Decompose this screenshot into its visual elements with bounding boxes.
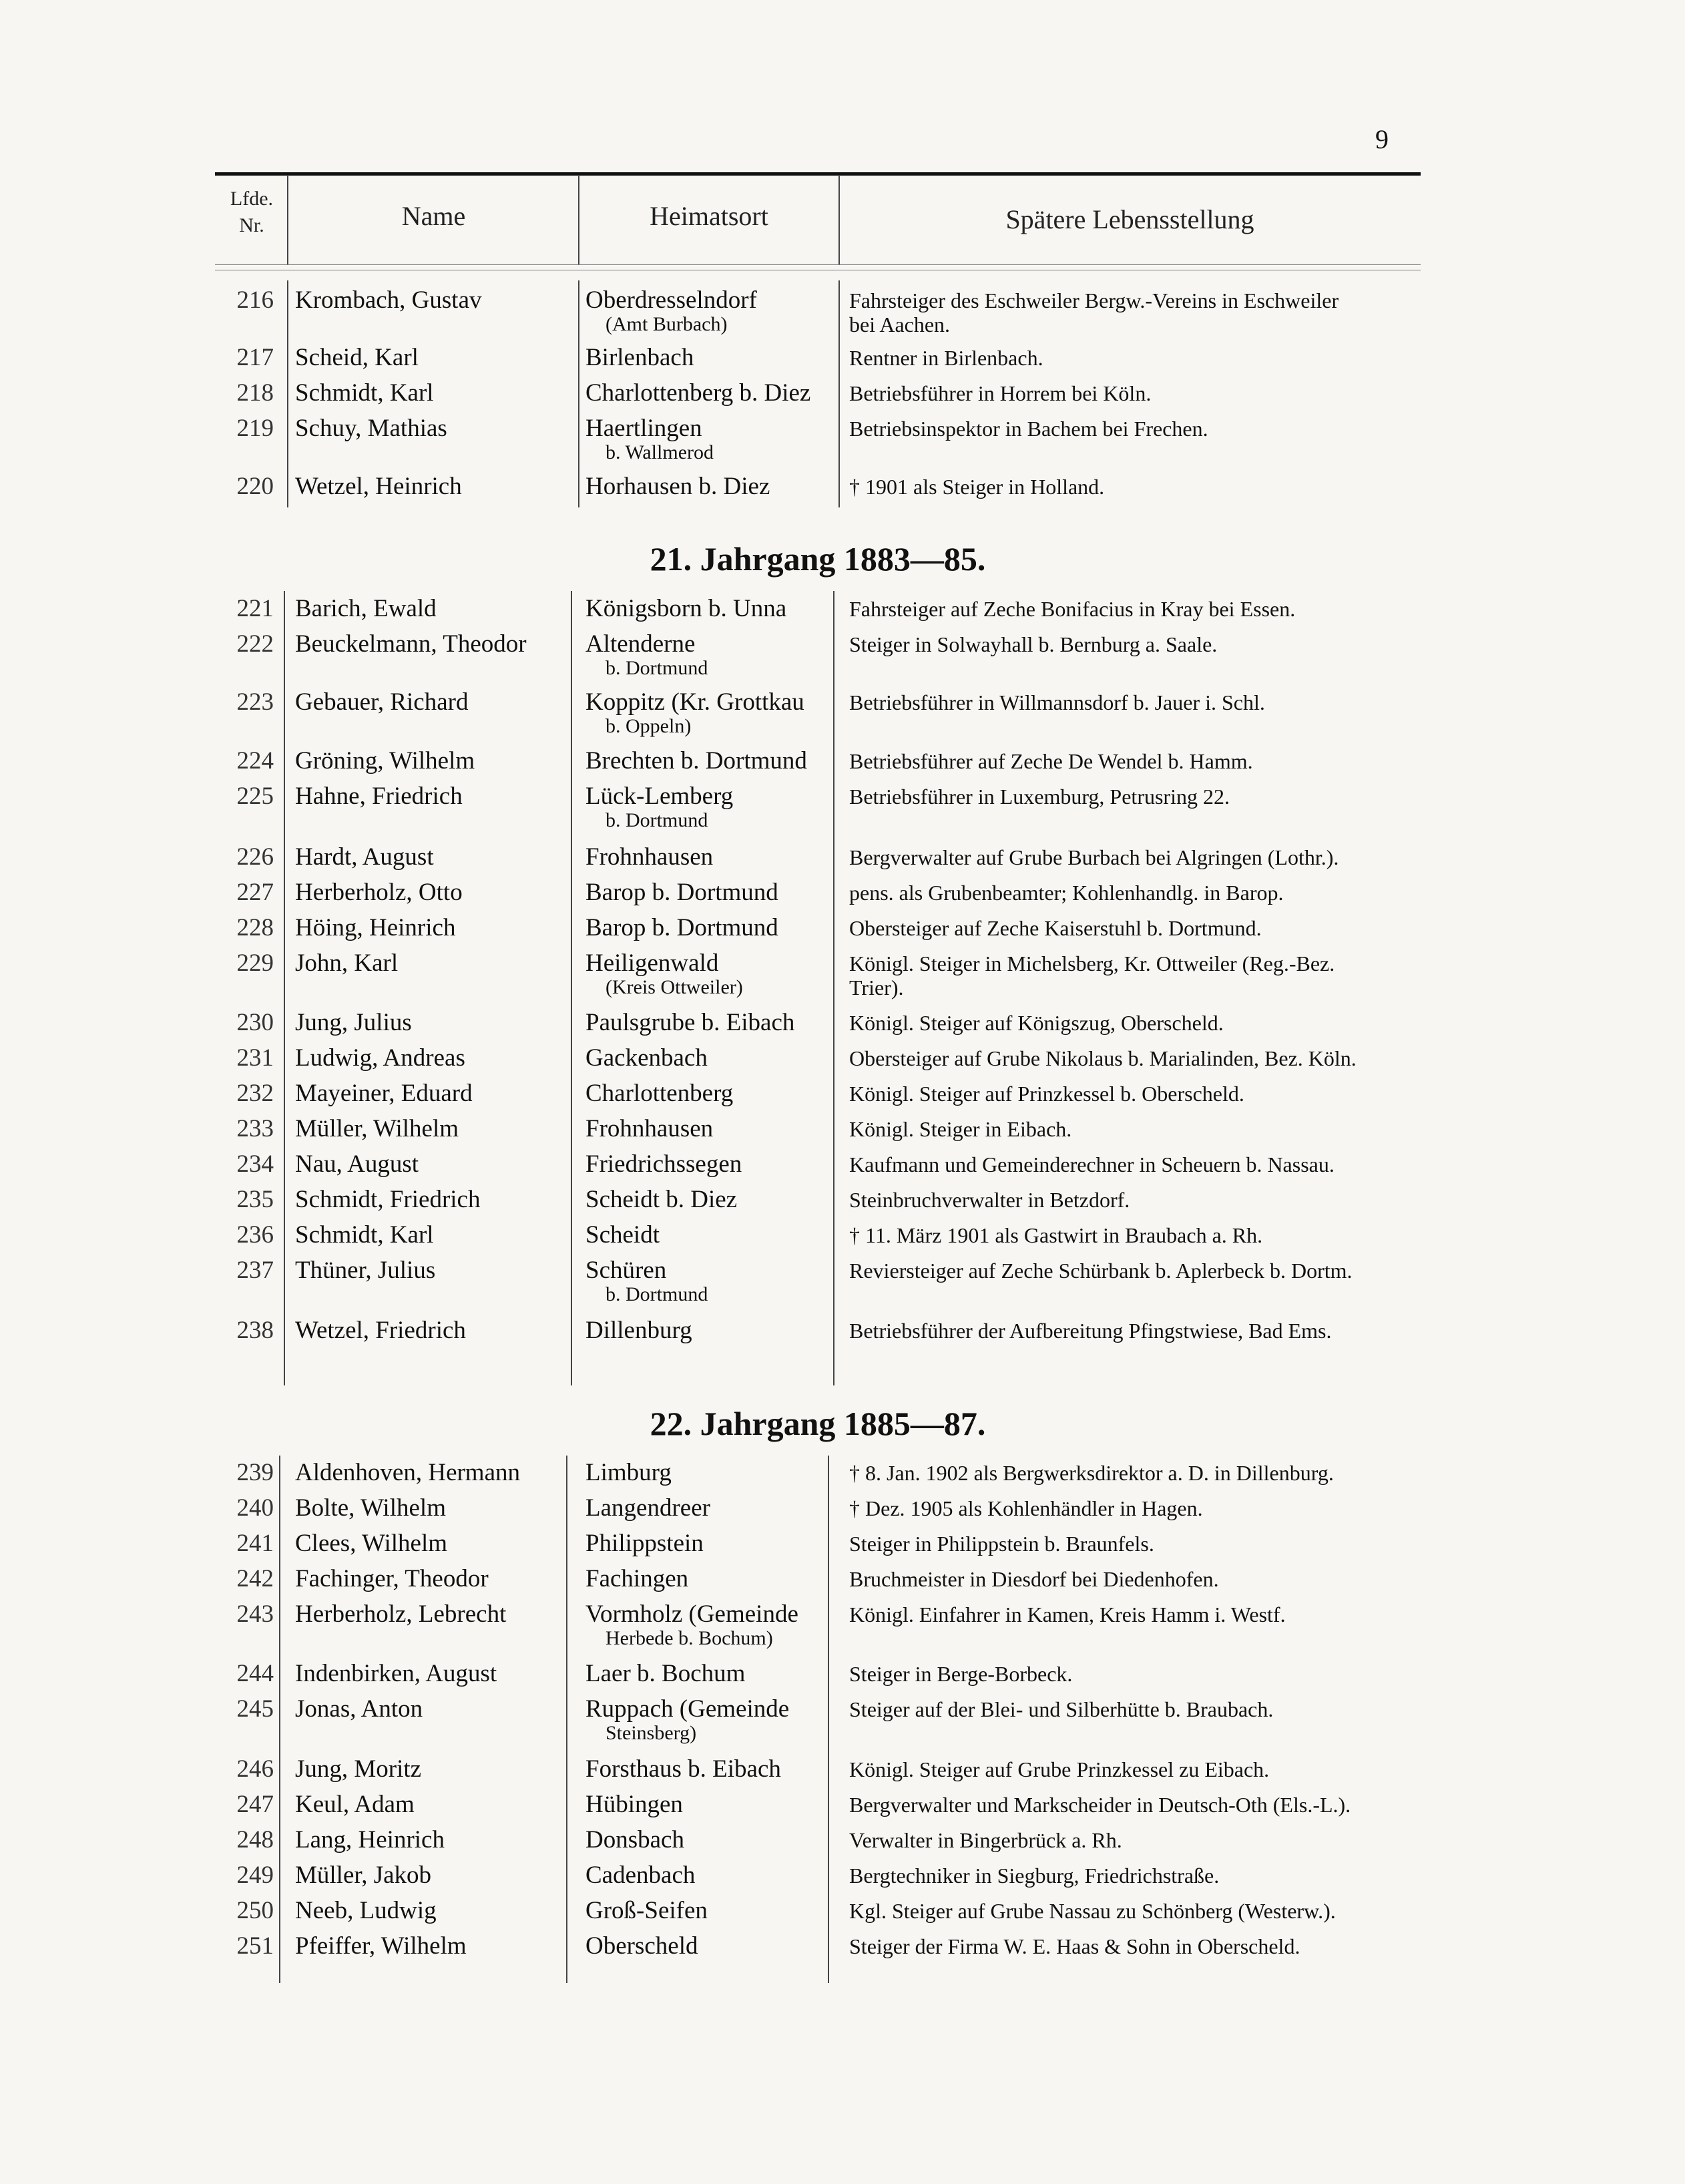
table-row — [215, 1494, 1421, 1534]
row-lebensstellung: Steiger in Philippstein b. Braunfels. — [849, 1532, 1154, 1556]
row-name: Neeb, Ludwig — [295, 1897, 437, 1924]
row-heimatsort: Paulsgrube b. Eibach — [585, 1009, 795, 1036]
row-heimatsort: Koppitz (Kr. Grottkau — [585, 688, 804, 716]
row-heimatsort: Frohnhausen — [585, 1115, 714, 1142]
row-heimatsort: Philippstein — [585, 1530, 704, 1557]
table-row — [215, 472, 1421, 512]
header-lfde-line1: Lfde. — [230, 188, 274, 210]
row-number: 235 — [236, 1186, 274, 1213]
column-divider — [287, 175, 288, 264]
row-lebensstellung: Bergverwalter auf Grube Burbach bei Algringen (Lothr.). — [849, 845, 1339, 869]
row-number: 245 — [236, 1695, 274, 1723]
table-row — [215, 688, 1421, 737]
row-name: Krombach, Gustav — [295, 286, 482, 314]
table-row — [215, 1150, 1421, 1190]
row-number: 227 — [236, 879, 274, 906]
row-name: Hahne, Friedrich — [295, 783, 463, 810]
table-row — [215, 1790, 1421, 1830]
row-heimatsort-line2: (Amt Burbach) — [606, 313, 728, 335]
header-lebensstellung: Spätere Lebensstellung — [1005, 204, 1254, 234]
row-heimatsort: Hübingen — [585, 1791, 683, 1818]
table-row — [215, 594, 1421, 634]
row-name: Nau, August — [295, 1150, 419, 1178]
row-number: 226 — [236, 843, 274, 871]
row-lebensstellung: Bruchmeister in Diesdorf bei Diedenhofen. — [849, 1567, 1219, 1591]
table-row — [215, 949, 1421, 1000]
column-divider — [578, 175, 579, 264]
row-number: 231 — [236, 1044, 274, 1072]
row-name: Barich, Ewald — [295, 595, 437, 622]
row-name: Bolte, Wilhelm — [295, 1494, 446, 1522]
row-name: Lang, Heinrich — [295, 1826, 445, 1853]
row-number: 220 — [236, 473, 274, 500]
table-row — [215, 1458, 1421, 1498]
row-heimatsort: Gackenbach — [585, 1044, 708, 1072]
row-lebensstellung-line2: bei Aachen. — [849, 312, 951, 337]
row-lebensstellung: Bergtechniker in Siegburg, Friedrichstraße. — [849, 1864, 1220, 1888]
table-row — [215, 1932, 1421, 1972]
table-row — [215, 746, 1421, 787]
row-heimatsort-line2: Herbede b. Bochum) — [606, 1627, 773, 1649]
row-heimatsort: Heiligenwald — [585, 949, 719, 977]
row-number: 229 — [236, 949, 274, 977]
row-lebensstellung: Bergverwalter und Markscheider in Deutsch-Oth (Els.-L.). — [849, 1793, 1351, 1817]
row-heimatsort: Forsthaus b. Eibach — [585, 1755, 781, 1783]
row-heimatsort-line2: Steinsberg) — [606, 1722, 697, 1744]
header-name: Name — [401, 201, 466, 231]
header-heimatsort: Heimatsort — [650, 201, 768, 231]
row-name: Schuy, Mathias — [295, 415, 447, 442]
row-number: 249 — [236, 1862, 274, 1889]
row-number: 234 — [236, 1150, 274, 1178]
row-name: Schmidt, Karl — [295, 1221, 434, 1249]
row-lebensstellung-line2: Trier). — [849, 975, 904, 1000]
row-lebensstellung: Betriebsführer in Horrem bei Köln. — [849, 381, 1152, 405]
row-number: 250 — [236, 1897, 274, 1924]
row-lebensstellung: Königl. Steiger auf Grube Prinzkessel zu Eibach. — [849, 1757, 1270, 1781]
row-number: 221 — [236, 595, 274, 622]
row-lebensstellung: Betriebsinspektor in Bachem bei Frechen. — [849, 417, 1208, 441]
row-lebensstellung: Betriebsführer der Aufbereitung Pfingstwiese, Bad Ems. — [849, 1319, 1332, 1343]
table-row — [215, 1079, 1421, 1119]
table-row — [215, 1755, 1421, 1795]
row-lebensstellung: Steinbruchverwalter in Betzdorf. — [849, 1188, 1130, 1212]
table-row — [215, 1861, 1421, 1901]
row-lebensstellung: Königl. Steiger auf Prinzkessel b. Oberscheld. — [849, 1082, 1244, 1106]
row-lebensstellung: Fahrsteiger des Eschweiler Bergw.-Vereins in Eschweiler — [849, 288, 1339, 312]
row-heimatsort: Scheidt — [585, 1221, 660, 1249]
row-lebensstellung: pens. als Grubenbeamter; Kohlenhandlg. in Barop. — [849, 881, 1284, 905]
row-name: Ludwig, Andreas — [295, 1044, 465, 1072]
row-lebensstellung: Kgl. Steiger auf Grube Nassau zu Schönberg (Westerw.). — [849, 1899, 1336, 1923]
row-heimatsort: Horhausen b. Diez — [585, 473, 770, 500]
table-row — [215, 343, 1421, 383]
row-heimatsort-line2: b. Dortmund — [606, 657, 708, 679]
row-heimatsort-line2: b. Oppeln) — [606, 715, 692, 737]
table-row — [215, 1256, 1421, 1305]
row-number: 228 — [236, 914, 274, 941]
row-heimatsort-line2: b. Dortmund — [606, 1283, 708, 1305]
row-lebensstellung: Steiger in Solwayhall b. Bernburg a. Saale. — [849, 632, 1218, 656]
row-number: 232 — [236, 1080, 274, 1107]
row-lebensstellung: † Dez. 1905 als Kohlenhändler in Hagen. — [849, 1496, 1203, 1520]
row-lebensstellung: Königl. Einfahrer in Kamen, Kreis Hamm i. Westf. — [849, 1602, 1286, 1626]
row-heimatsort: Lück-Lemberg — [585, 783, 734, 810]
row-heimatsort: Birlenbach — [585, 344, 694, 371]
row-heimatsort: Langendreer — [585, 1494, 710, 1522]
row-name: Indenbirken, August — [295, 1660, 497, 1687]
header-lfde-line2: Nr. — [239, 214, 264, 236]
row-lebensstellung: Betriebsführer in Willmannsdorf b. Jauer i. Schl. — [849, 690, 1265, 714]
row-number: 230 — [236, 1009, 274, 1036]
row-heimatsort: Vormholz (Gemeinde — [585, 1600, 798, 1628]
row-lebensstellung: Königl. Steiger in Michelsberg, Kr. Ottweiler (Reg.-Bez. — [849, 951, 1335, 975]
row-lebensstellung: Steiger der Firma W. E. Haas & Sohn in Oberscheld. — [849, 1934, 1300, 1958]
table-row — [215, 1659, 1421, 1699]
row-heimatsort: Donsbach — [585, 1826, 684, 1853]
row-name: Jung, Julius — [295, 1009, 412, 1036]
row-lebensstellung: Kaufmann und Gemeinderechner in Scheuern b. Nassau. — [849, 1152, 1335, 1176]
row-heimatsort: Friedrichssegen — [585, 1150, 742, 1178]
row-heimatsort: Frohnhausen — [585, 843, 714, 871]
row-number: 243 — [236, 1600, 274, 1628]
row-heimatsort: Laer b. Bochum — [585, 1660, 746, 1687]
header-rule-upper — [215, 264, 1421, 265]
row-number: 246 — [236, 1755, 274, 1783]
row-name: Jung, Moritz — [295, 1755, 422, 1783]
header-lfde — [215, 186, 288, 239]
row-lebensstellung: † 8. Jan. 1902 als Bergwerksdirektor a. D. in Dillenburg. — [849, 1461, 1334, 1485]
row-name: Höing, Heinrich — [295, 914, 456, 941]
row-name: John, Karl — [295, 949, 399, 977]
table-row — [215, 1316, 1421, 1356]
table-row — [215, 1695, 1421, 1744]
row-name: Schmidt, Karl — [295, 379, 434, 407]
row-number: 242 — [236, 1565, 274, 1592]
table-row — [215, 1529, 1421, 1569]
row-heimatsort: Fachingen — [585, 1565, 689, 1592]
row-number: 236 — [236, 1221, 274, 1249]
row-name: Gröning, Wilhelm — [295, 747, 475, 775]
row-heimatsort-line2: (Kreis Ottweiler) — [606, 976, 743, 998]
row-lebensstellung: Obersteiger auf Grube Nikolaus b. Marialinden, Bez. Köln. — [849, 1046, 1357, 1070]
table-row — [215, 1044, 1421, 1084]
row-heimatsort: Haertlingen — [585, 415, 702, 442]
row-name: Herberholz, Otto — [295, 879, 463, 906]
row-name: Hardt, August — [295, 843, 434, 871]
row-heimatsort: Cadenbach — [585, 1862, 696, 1889]
row-number: 219 — [236, 415, 274, 442]
row-heimatsort: Altenderne — [585, 630, 696, 658]
row-name: Gebauer, Richard — [295, 688, 469, 716]
row-heimatsort: Limburg — [585, 1459, 672, 1486]
section-title-21-jahrgang: 21. Jahrgang 1883—85. — [650, 540, 986, 578]
table-row — [215, 1221, 1421, 1261]
row-number: 224 — [236, 747, 274, 775]
row-name: Müller, Wilhelm — [295, 1115, 459, 1142]
row-number: 248 — [236, 1826, 274, 1853]
row-name: Wetzel, Heinrich — [295, 473, 462, 500]
row-name: Scheid, Karl — [295, 344, 419, 371]
table-row — [215, 1564, 1421, 1604]
row-heimatsort: Schüren — [585, 1257, 667, 1284]
row-heimatsort: Königsborn b. Unna — [585, 595, 787, 622]
table-row — [215, 913, 1421, 953]
row-heimatsort: Scheidt b. Diez — [585, 1186, 738, 1213]
table-row — [215, 878, 1421, 918]
row-number: 239 — [236, 1459, 274, 1486]
row-number: 222 — [236, 630, 274, 658]
section-title-22-jahrgang: 22. Jahrgang 1885—87. — [650, 1405, 986, 1442]
row-number: 223 — [236, 688, 274, 716]
row-lebensstellung: Königl. Steiger in Eibach. — [849, 1117, 1072, 1141]
top-rule — [215, 172, 1421, 176]
row-number: 217 — [236, 344, 274, 371]
row-number: 247 — [236, 1791, 274, 1818]
row-lebensstellung: Königl. Steiger auf Königszug, Oberscheld. — [849, 1011, 1224, 1035]
row-number: 244 — [236, 1660, 274, 1687]
row-heimatsort: Brechten b. Dortmund — [585, 747, 807, 775]
row-heimatsort: Charlottenberg b. Diez — [585, 379, 811, 407]
table-row — [215, 1825, 1421, 1866]
row-number: 225 — [236, 783, 274, 810]
row-heimatsort: Oberscheld — [585, 1932, 698, 1960]
row-number: 233 — [236, 1115, 274, 1142]
row-heimatsort: Groß-Seifen — [585, 1897, 708, 1924]
row-name: Schmidt, Friedrich — [295, 1186, 481, 1213]
row-name: Wetzel, Friedrich — [295, 1317, 466, 1344]
row-lebensstellung: Fahrsteiger auf Zeche Bonifacius in Kray bei Essen. — [849, 597, 1296, 621]
row-number: 241 — [236, 1530, 274, 1557]
row-heimatsort: Charlottenberg — [585, 1080, 734, 1107]
row-lebensstellung: Betriebsführer auf Zeche De Wendel b. Hamm. — [849, 749, 1253, 773]
row-heimatsort: Dillenburg — [585, 1317, 692, 1344]
row-name: Thüner, Julius — [295, 1257, 436, 1284]
row-name: Keul, Adam — [295, 1791, 415, 1818]
row-number: 238 — [236, 1317, 274, 1344]
row-heimatsort-line2: b. Dortmund — [606, 809, 708, 831]
row-lebensstellung: Steiger auf der Blei- und Silberhütte b. Braubach. — [849, 1697, 1274, 1721]
row-lebensstellung: Rentner in Birlenbach. — [849, 346, 1043, 370]
table-row — [215, 1114, 1421, 1154]
table-row — [215, 1600, 1421, 1649]
row-name: Mayeiner, Eduard — [295, 1080, 473, 1107]
row-name: Herberholz, Lebrecht — [295, 1600, 507, 1628]
column-divider — [838, 175, 840, 264]
table-row — [215, 286, 1421, 337]
row-name: Clees, Wilhelm — [295, 1530, 448, 1557]
row-lebensstellung: Obersteiger auf Zeche Kaiserstuhl b. Dortmund. — [849, 916, 1262, 940]
page-number: 9 — [1375, 124, 1389, 154]
row-number: 216 — [236, 286, 274, 314]
row-name: Müller, Jakob — [295, 1862, 432, 1889]
row-name: Aldenhoven, Hermann — [295, 1459, 521, 1486]
row-number: 237 — [236, 1257, 274, 1284]
table-row — [215, 414, 1421, 463]
row-heimatsort: Ruppach (Gemeinde — [585, 1695, 790, 1723]
row-lebensstellung: Betriebsführer in Luxemburg, Petrusring 22. — [849, 785, 1230, 809]
row-heimatsort: Barop b. Dortmund — [585, 914, 778, 941]
row-lebensstellung: † 11. März 1901 als Gastwirt in Braubach a. Rh. — [849, 1223, 1263, 1247]
table-row — [215, 379, 1421, 419]
row-heimatsort-line2: b. Wallmerod — [606, 441, 714, 463]
row-lebensstellung: Reviersteiger auf Zeche Schürbank b. Aplerbeck b. Dortm. — [849, 1259, 1353, 1283]
row-lebensstellung: † 1901 als Steiger in Holland. — [849, 475, 1105, 499]
row-number: 218 — [236, 379, 274, 407]
row-name: Fachinger, Theodor — [295, 1565, 489, 1592]
row-number: 240 — [236, 1494, 274, 1522]
row-name: Jonas, Anton — [295, 1695, 423, 1723]
row-heimatsort: Oberdresselndorf — [585, 286, 757, 314]
table-row — [215, 630, 1421, 679]
row-lebensstellung: Steiger in Berge-Borbeck. — [849, 1662, 1073, 1686]
table-row — [215, 1185, 1421, 1225]
row-heimatsort: Barop b. Dortmund — [585, 879, 778, 906]
row-name: Pfeiffer, Wilhelm — [295, 1932, 467, 1960]
table-row — [215, 1008, 1421, 1048]
row-lebensstellung: Verwalter in Bingerbrück a. Rh. — [849, 1828, 1122, 1852]
row-number: 251 — [236, 1932, 274, 1960]
row-name: Beuckelmann, Theodor — [295, 630, 527, 658]
table-row — [215, 782, 1421, 831]
table-row — [215, 843, 1421, 883]
table-row — [215, 1896, 1421, 1936]
